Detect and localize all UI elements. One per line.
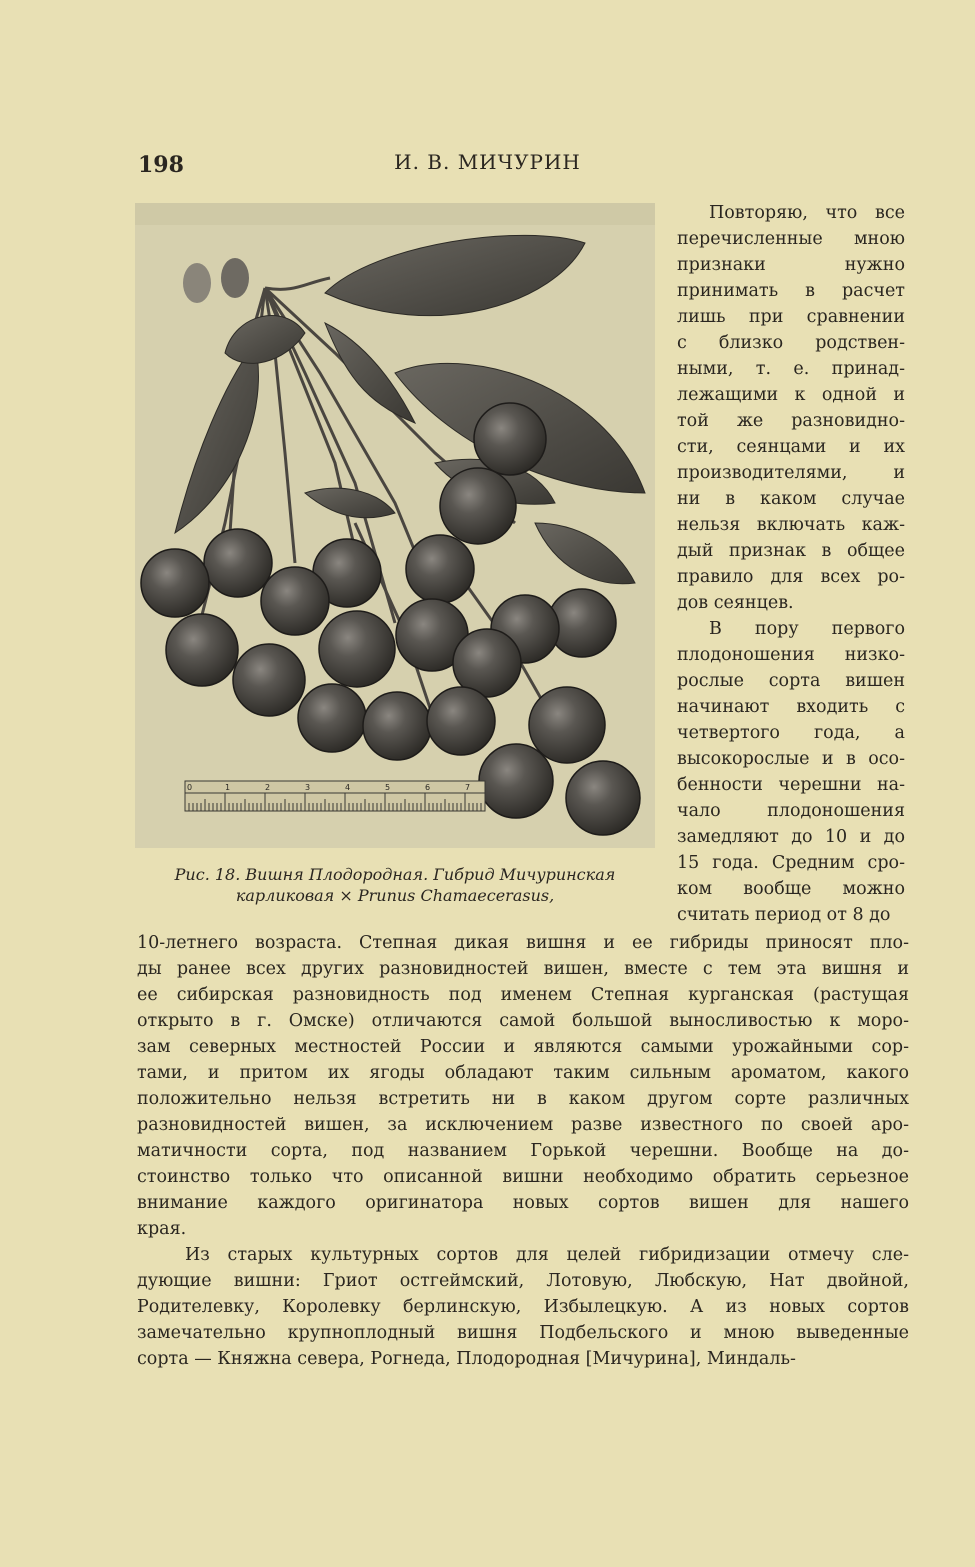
text-line: производителями, и bbox=[677, 463, 905, 483]
text-line: дов сеянцев. bbox=[677, 593, 794, 613]
text-line: с близко родствен- bbox=[677, 333, 905, 353]
text-line: внимание каждого оригинатора новых сортов вишен для нашего bbox=[137, 1193, 909, 1213]
text-line: нельзя включать каж- bbox=[677, 515, 905, 535]
text-line: принимать в расчет bbox=[677, 281, 905, 301]
text-line: Из старых культурных сортов для целей гибридизации отмечу сле- bbox=[185, 1245, 909, 1265]
cherry bbox=[233, 644, 305, 716]
text-line: замедляют до 10 и до bbox=[677, 827, 905, 847]
cherry bbox=[166, 614, 238, 686]
ruler-label: 2 bbox=[265, 783, 271, 792]
caption-line: Рис. 18. Вишня Плодородная. Гибрид Мичуринская bbox=[174, 865, 616, 884]
text-line: высокорослые и в осо- bbox=[677, 749, 905, 769]
text-line: ными, т. е. принад- bbox=[677, 359, 905, 379]
ruler-label: 7 bbox=[465, 783, 471, 792]
text-line: тами, и притом их ягоды обладают таким сильным ароматом, какого bbox=[137, 1063, 909, 1083]
ruler-label: 0 bbox=[187, 783, 193, 792]
cherry bbox=[363, 692, 431, 760]
text-line: замечательно крупноплодный вишня Подбельского и мною выведенные bbox=[137, 1323, 909, 1343]
text-line: четвертого года, а bbox=[677, 723, 905, 743]
cherry-illustration bbox=[135, 203, 655, 848]
cherry bbox=[529, 687, 605, 763]
text-line: плодоношения низко- bbox=[677, 645, 905, 665]
text-line: Повторяю, что все bbox=[709, 203, 905, 223]
text-line: 10-летнего возраста. Степная дикая вишня и ее гибриды приносят пло- bbox=[137, 933, 909, 953]
text-line: считать период от 8 до bbox=[677, 905, 891, 925]
text-line: разновидностей вишен, за исключением разве известного по своей аро- bbox=[137, 1115, 909, 1135]
text-line: той же разновидно- bbox=[677, 411, 905, 431]
text-line: бенности черешни на- bbox=[677, 775, 905, 795]
cherry bbox=[440, 468, 516, 544]
text-line: чало плодоношения bbox=[677, 801, 905, 821]
text-line: В пору первого bbox=[709, 619, 905, 639]
page-number: 198 bbox=[138, 152, 184, 178]
cherry bbox=[141, 549, 209, 617]
text-line: края. bbox=[137, 1219, 187, 1239]
text-line: начинают входить с bbox=[677, 697, 905, 717]
text-line: дый признак в общее bbox=[677, 541, 905, 561]
cherry bbox=[566, 761, 640, 835]
seed-1 bbox=[183, 263, 211, 303]
text-line: Родителевку, Королевку берлинскую, Избылецкую. А из новых сортов bbox=[137, 1297, 909, 1317]
measuring-ruler bbox=[185, 781, 485, 811]
cherry bbox=[427, 687, 495, 755]
text-line: лишь при сравнении bbox=[677, 307, 905, 327]
seed-2 bbox=[221, 258, 249, 298]
text-line: матичности сорта, под названием Горькой черешни. Вообще на до- bbox=[137, 1141, 909, 1161]
text-line: зам северных местностей России и являются самыми урожайными сор- bbox=[137, 1037, 909, 1057]
text-line: сорта — Княжна севера, Рогнеда, Плодородная [Мичурина], Миндаль- bbox=[137, 1349, 796, 1369]
text-line: перечисленные мною bbox=[677, 229, 905, 249]
ruler-label: 5 bbox=[385, 783, 391, 792]
text-line: сти, сеянцами и их bbox=[677, 437, 905, 457]
text-line: стоинство только что описанной вишни необходимо обратить серьезное bbox=[137, 1167, 909, 1187]
text-line: ее сибирская разновидность под именем Степная курганская (растущая bbox=[137, 985, 909, 1005]
caption-line: карликовая × Prunus Chamaecerasus, bbox=[235, 886, 555, 905]
text-line: признаки нужно bbox=[677, 255, 905, 275]
ruler-label: 6 bbox=[425, 783, 431, 792]
side-column-text bbox=[677, 200, 905, 928]
cherry-photo bbox=[135, 203, 655, 848]
text-line: положительно нельзя встретить ни в каком другом сорте различных bbox=[137, 1089, 909, 1109]
cherry bbox=[261, 567, 329, 635]
ruler-label: 3 bbox=[305, 783, 311, 792]
cherry bbox=[406, 535, 474, 603]
cherry bbox=[204, 529, 272, 597]
text-line: лежащими к одной и bbox=[677, 385, 905, 405]
ruler-label: 1 bbox=[225, 783, 231, 792]
cherry bbox=[319, 611, 395, 687]
text-line: открыто в г. Омске) отличаются самой большой выносливостью к моро- bbox=[137, 1011, 909, 1031]
cherry bbox=[474, 403, 546, 475]
main-body-text bbox=[137, 930, 909, 1372]
figure-caption bbox=[135, 864, 655, 906]
text-line: ни в каком случае bbox=[677, 489, 905, 509]
cherry bbox=[479, 744, 553, 818]
ruler-label: 4 bbox=[345, 783, 351, 792]
text-line: 15 года. Средним сро- bbox=[677, 853, 905, 873]
cherry bbox=[298, 684, 366, 752]
running-title: И. В. МИЧУРИН bbox=[394, 150, 581, 174]
text-line: правило для всех ро- bbox=[677, 567, 905, 587]
text-line: рослые сорта вишен bbox=[677, 671, 905, 691]
text-line: ком вообще можно bbox=[677, 879, 905, 899]
text-line: дующие вишни: Гриот остгеймский, Лотовую, Любскую, Нат двойной, bbox=[137, 1271, 909, 1291]
text-line: ды ранее всех других разновидностей вишен, вместе с тем эта вишня и bbox=[137, 959, 909, 979]
